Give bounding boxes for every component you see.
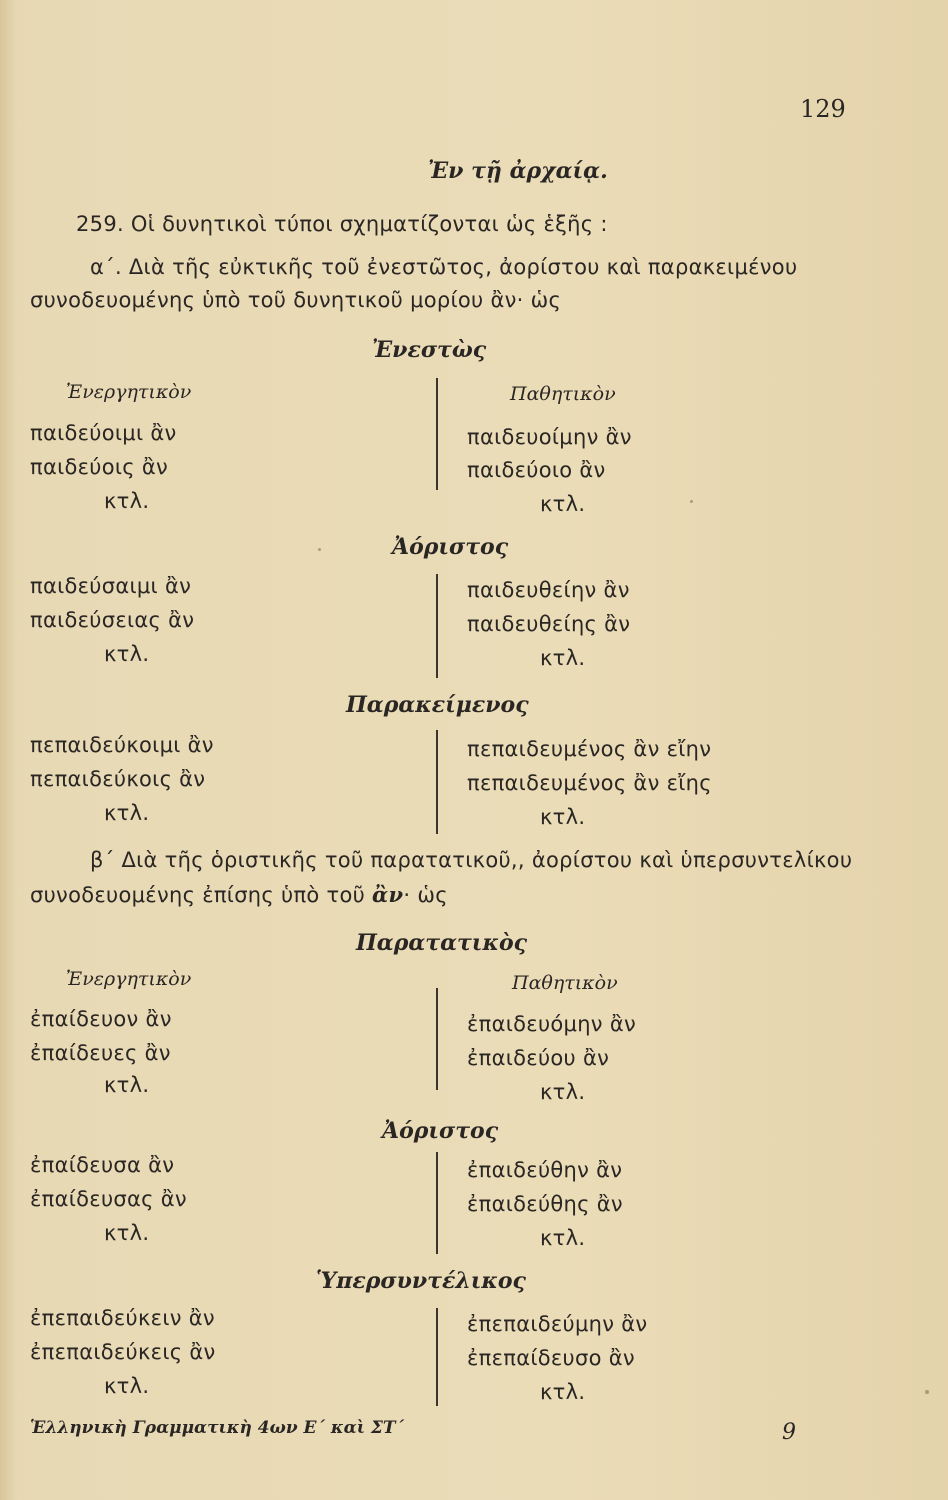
form-active: ἐπαίδευες ἂν: [30, 1041, 171, 1065]
column-divider: [436, 988, 438, 1090]
form-passive: πεπαιδευμένος ἂν εἴης: [467, 771, 712, 795]
form-active: ἐπεπαιδεύκεις ἂν: [30, 1340, 216, 1364]
form-active: ἐπαίδευσας ἂν: [30, 1187, 187, 1211]
form-active: παιδεύσαιμι ἂν: [30, 574, 192, 598]
form-passive: ἐπαιδεύου ἂν: [467, 1046, 610, 1070]
column-divider: [436, 1152, 438, 1254]
paper-speck: [925, 1390, 929, 1394]
form-passive: παιδευθείης ἂν: [467, 612, 631, 636]
form-active: κτλ.: [104, 489, 150, 513]
form-passive: κτλ.: [540, 1080, 586, 1104]
column-divider: [436, 378, 438, 490]
form-active: πεπαιδεύκοις ἂν: [30, 767, 206, 791]
form-active: ἐπαίδευον ἂν: [30, 1007, 172, 1031]
form-passive: πεπαιδευμένος ἂν εἴην: [467, 737, 712, 761]
form-passive: ἐπαιδευόμην ἂν: [467, 1012, 636, 1036]
form-active: κτλ.: [104, 642, 150, 666]
form-passive: κτλ.: [540, 1380, 586, 1404]
section-b-line-2: [30, 882, 448, 907]
form-passive: ἐπαιδεύθης ἂν: [467, 1192, 623, 1216]
label-active-a: Ἐνεργητικὸν: [66, 381, 192, 403]
form-active: παιδεύσειας ἂν: [30, 608, 195, 632]
heading-perfect: Παρακείμενος: [346, 692, 529, 718]
form-passive: παιδεύοιο ἂν: [467, 458, 606, 482]
form-active: κτλ.: [104, 1221, 150, 1245]
book-title-footer: Ἑλληνικὴ Γραμματικὴ 4ων Ε΄ καὶ ΣΤ΄: [30, 1418, 405, 1438]
column-divider: [436, 730, 438, 834]
label-passive-a: Παθητικὸν: [510, 383, 616, 405]
section-b-line-1: β΄ Διὰ τῆς ὁριστικῆς τοῦ παρατατικοῦ,, ἀορίστου καὶ ὑπερσυντελίκου: [90, 848, 853, 872]
label-active-b: Ἐνεργητικὸν: [66, 968, 192, 990]
form-active: κτλ.: [104, 1073, 150, 1097]
form-passive: παιδευοίμην ἂν: [467, 425, 632, 449]
form-active: παιδεύοις ἂν: [30, 455, 169, 479]
section-a-line-1: α΄. Διὰ τῆς εὐκτικῆς τοῦ ἐνεστῶτος, ἀορίστου καὶ παρακειμένου: [90, 255, 798, 279]
form-passive: κτλ.: [540, 1226, 586, 1250]
section-b-line-2-start: συνοδευομένης ἐπίσης ὑπὸ τοῦ: [30, 883, 373, 907]
form-active: κτλ.: [104, 1374, 150, 1398]
form-passive: παιδευθείην ἂν: [467, 578, 630, 602]
form-passive: ἐπεπαίδευσο ἂν: [467, 1346, 635, 1370]
signature-mark: 9: [782, 1420, 796, 1445]
form-passive: κτλ.: [540, 646, 586, 670]
form-active: πεπαιδεύκοιμι ἂν: [30, 733, 214, 757]
form-passive: ἐπαιδεύθην ἂν: [467, 1158, 623, 1182]
form-active: ἐπεπαιδεύκειν ἂν: [30, 1306, 215, 1330]
form-passive: κτλ.: [540, 492, 586, 516]
form-active: κτλ.: [104, 801, 150, 825]
paper-speck: [690, 500, 693, 503]
section-b-line-2-end: · ὡς: [403, 883, 448, 907]
heading-imperfect: Παρατατικὸς: [356, 930, 528, 956]
heading-pluperfect: Ὑπερσυντέλικος: [316, 1268, 526, 1294]
form-active: παιδεύοιμι ἂν: [30, 421, 177, 445]
column-divider: [436, 1308, 438, 1406]
heading-aorist-a: Ἀόριστος: [392, 534, 509, 560]
paragraph-259: 259. Οἱ δυνητικοὶ τύποι σχηματίζονται ὡς ἑξῆς :: [76, 212, 608, 236]
paper-speck: [318, 548, 321, 551]
heading-present: Ἐνεστὼς: [372, 337, 487, 363]
page-number: 129: [800, 95, 846, 123]
page-title: Ἐν τῇ ἀρχαίᾳ.: [428, 158, 608, 184]
form-passive: κτλ.: [540, 805, 586, 829]
heading-aorist-b: Ἀόριστος: [382, 1118, 499, 1144]
particle-an-bold: ἂν: [372, 882, 404, 907]
label-passive-b: Παθητικὸν: [512, 972, 618, 994]
form-passive: ἐπεπαιδεύμην ἂν: [467, 1312, 648, 1336]
form-active: ἐπαίδευσα ἂν: [30, 1153, 175, 1177]
section-a-line-2: συνοδευομένης ὑπὸ τοῦ δυνητικοῦ μορίου ἂν· ὡς: [30, 288, 562, 312]
column-divider: [436, 574, 438, 678]
